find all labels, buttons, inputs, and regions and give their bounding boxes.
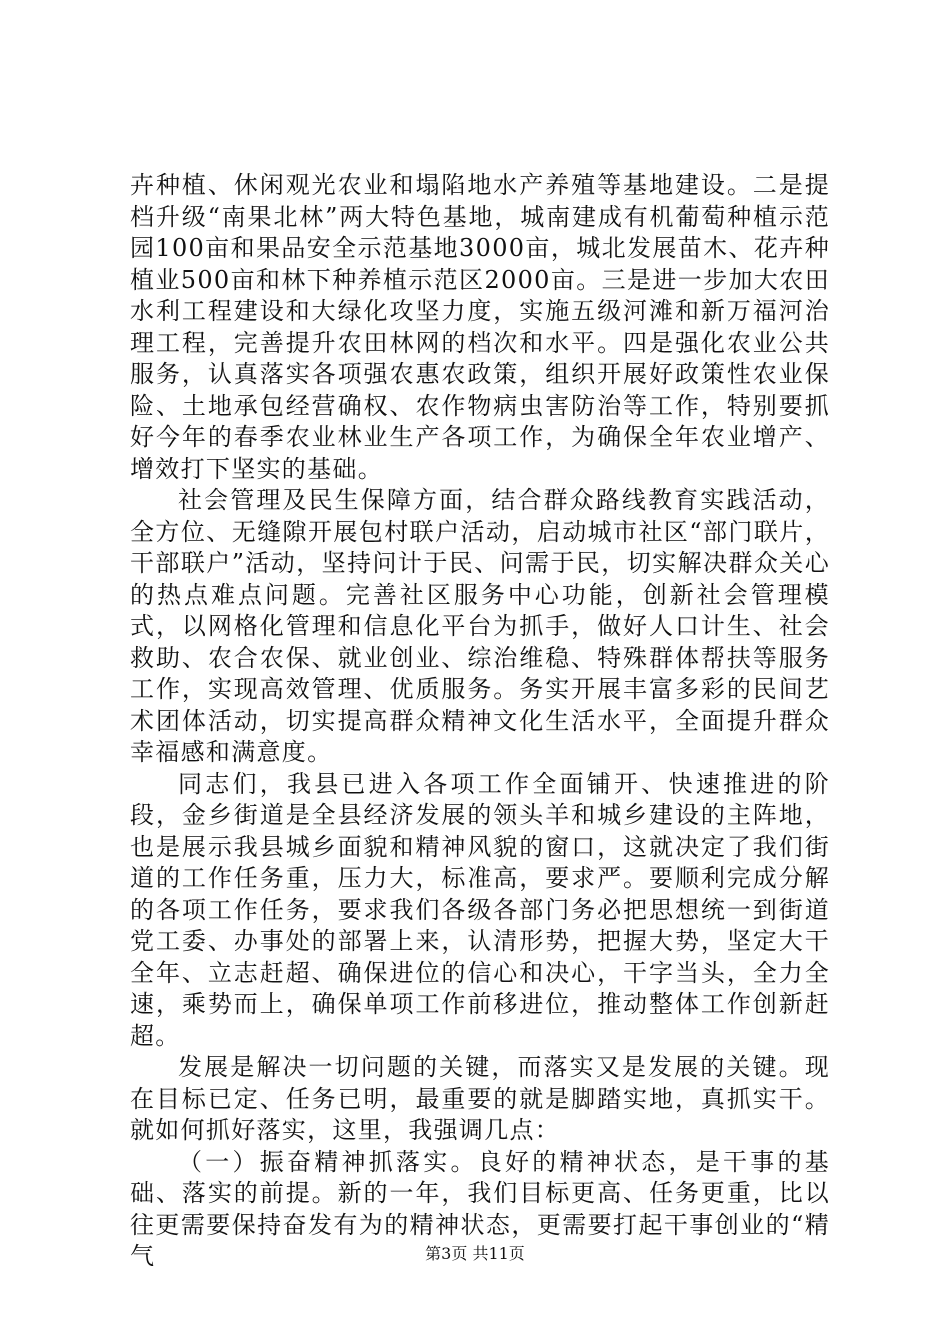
- paragraph-agriculture-continued: 卉种植、休闲观光农业和塌陷地水产养殖等基地建设。二是提档升级“南果北林”两大特色基地，城南建成有机葡萄种植示范园100亩和果品安全示范基地3000亩，城北发展苗木、花卉种植业500亩和林下种养植示范区2000亩。三是进一步加大农田水利工程建设和大绿化攻坚力度，实施五级河滩和新万福河治理工程，完善提升农田林网的档次和水平。四是强化农业公共服务，认真落实各项强农惠农政策，组织开展好政策性农业保险、土地承包经营确权、农作物病虫害防治等工作，特别要抓好今年的春季农业林业生产各项工作，为确保全年农业增产、增效打下坚实的基础。: [130, 171, 830, 483]
- paragraph-development-key: 发展是解决一切问题的关键，而落实又是发展的关键。现在目标已定、任务已明，最重要的就是脚踏实地，真抓实干。就如何抓好落实，这里，我强调几点：: [130, 1053, 830, 1144]
- page-number-footer: 第3页 共11页: [425, 1244, 525, 1263]
- paragraph-social-management: 社会管理及民生保障方面，结合群众路线教育实践活动，全方位、无缝隙开展包村联户活动，启动城市社区“部门联片，干部联户”活动，坚持问计于民、问需于民，切实解决群众关心的热点难点问题。完善社区服务中心功能，创新社会管理模式，以网格化管理和信息化平台为抓手，做好人口计生、社会救助、农合农保、就业创业、综治维稳、特殊群体帮扶等服务工作，实现高效管理、优质服务。务实开展丰富多彩的民间艺术团体活动，切实提高群众精神文化生活水平，全面提升群众幸福感和满意度。: [130, 486, 830, 766]
- paragraph-point-one: （一）振奋精神抓落实。良好的精神状态，是干事的基础、落实的前提。新的一年，我们目标更高、任务更重，比以往更需要保持奋发有为的精神状态，更需要打起干事创业的“精气: [130, 1147, 830, 1270]
- paragraph-comrades: 同志们，我县已进入各项工作全面铺开、快速推进的阶段，金乡街道是全县经济发展的领头羊和城乡建设的主阵地，也是展示我县城乡面貌和精神风貌的窗口，这就决定了我们街道的工作任务重，压力大，标准高，要求严。要顺利完成分解的各项工作任务，要求我们各级各部门务必把思想统一到街道党工委、办事处的部署上来，认清形势，把握大势，坚定大干全年、立志赶超、确保进位的信心和决心，干字当头，全力全速，乘势而上，确保单项工作前移进位，推动整体工作创新赶超。: [130, 769, 830, 1050]
- document-body: [130, 170, 830, 1273]
